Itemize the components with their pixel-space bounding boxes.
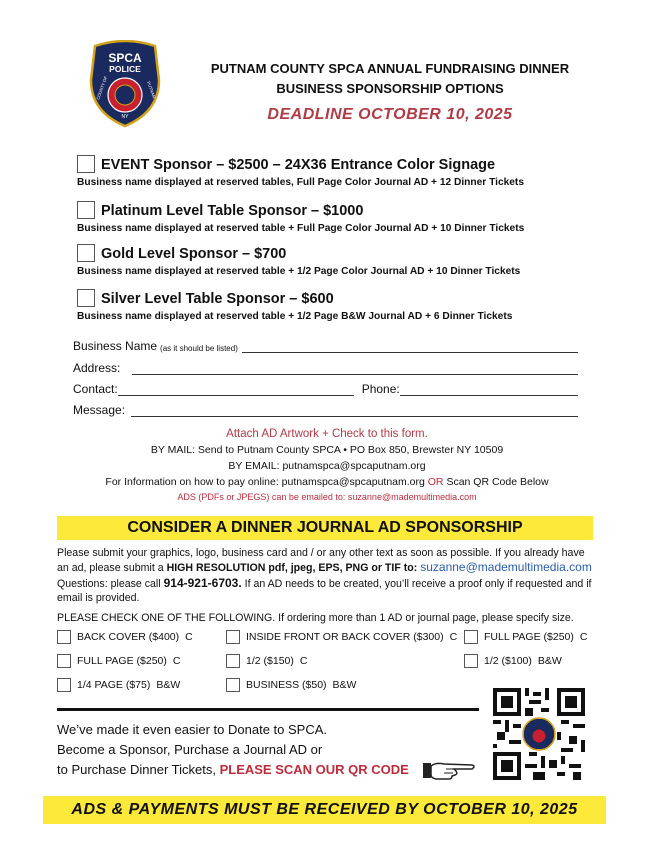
option-business[interactable] [226, 678, 356, 692]
journal-p2b: If an AD needs to be created, you’ll receive a proof only if requested and if email is provided. [57, 578, 592, 604]
option-checkbox[interactable] [57, 630, 71, 644]
option-full-page-2[interactable] [57, 654, 180, 668]
address-label: Address: [73, 361, 121, 375]
address-row [73, 361, 578, 375]
contact-field[interactable] [118, 383, 354, 396]
donate-line-1: We’ve made it even easier to Donate to SPCA. [57, 722, 328, 737]
donate-line-3 [57, 760, 409, 780]
contact-label: Contact: [73, 382, 118, 396]
deadline: DEADLINE OCTOBER 10, 2025 [267, 106, 513, 123]
journal-banner: CONSIDER A DINNER JOURNAL AD SPONSORSHIP [57, 516, 593, 540]
header-line-1: PUTNAM COUNTY SPCA ANNUAL FUNDRAISING DINNER [210, 61, 570, 76]
sponsor-title: Gold Level Sponsor – $700 [101, 246, 287, 262]
contact-row [73, 382, 578, 396]
option-label: BUSINESS ($50) [246, 679, 327, 691]
option-suffix: B&W [156, 679, 181, 691]
header-line-2: BUSINESS SPONSORSHIP OPTIONS [276, 81, 504, 96]
sponsor-title: Platinum Level Table Sponsor – $1000 [101, 203, 364, 219]
sponsor-event-checkbox[interactable] [77, 155, 95, 173]
option-half-150[interactable] [226, 654, 307, 668]
online-or: OR [427, 476, 444, 488]
option-suffix: C [172, 655, 181, 667]
business-name-row [73, 339, 578, 353]
option-checkbox[interactable] [57, 678, 71, 692]
business-name-label: Business Name [73, 339, 158, 353]
journal-check-line: PLEASE CHECK ONE OF THE FOLLOWING. If ordering more than 1 AD or journal page, please specify size. [57, 612, 574, 624]
journal-p2a: Questions: please call [57, 578, 161, 590]
qr-code[interactable] [493, 688, 585, 780]
option-full-page-1[interactable] [464, 630, 587, 644]
badge-side-left: COUNTY OF [95, 75, 109, 101]
attach-instruction: Attach AD Artwork + Check to this form. [226, 428, 428, 440]
sponsor-gold [77, 244, 520, 277]
sponsor-desc: Business name displayed at reserved table + 1/2 Page Color Journal AD + 10 Dinner Tickets [77, 266, 521, 277]
option-half-100[interactable] [464, 654, 562, 668]
footer-banner: ADS & PAYMENTS MUST BE RECEIVED BY OCTOBER 10, 2025 [43, 796, 606, 824]
option-label: FULL PAGE ($250) [77, 655, 167, 667]
divider [57, 708, 479, 711]
sponsor-desc: Business name displayed at reserved table + 1/2 Page B&W Journal AD + 6 Dinner Tickets [77, 311, 513, 322]
option-label: 1/4 PAGE ($75) [77, 679, 151, 691]
online-instruction [57, 476, 597, 488]
business-name-field[interactable] [242, 340, 578, 353]
mail-instruction: BY MAIL: Send to Putnam County SPCA • PO Box 850, Brewster NY 10509 [150, 444, 504, 456]
pointing-hand-icon [422, 758, 478, 782]
sponsor-desc: Business name displayed at reserved table + Full Page Color Journal AD + 10 Dinner Tickets [77, 223, 525, 234]
option-checkbox[interactable] [464, 654, 478, 668]
address-field[interactable] [132, 362, 578, 375]
journal-paragraph-2 [57, 576, 597, 605]
online-qr-text: Scan QR Code Below [446, 476, 549, 488]
option-inside-cover[interactable] [226, 630, 457, 644]
donate-line-2: Become a Sponsor, Purchase a Journal AD or [57, 742, 323, 757]
sponsor-platinum [77, 201, 524, 234]
badge-side-right: PUTNAM [146, 80, 157, 99]
journal-phone: 914-921-6703. [163, 576, 242, 590]
option-checkbox[interactable] [57, 654, 71, 668]
option-checkbox[interactable] [226, 630, 240, 644]
journal-email-link[interactable]: suzanne@mademultimedia.com [420, 560, 592, 574]
sponsor-silver-checkbox[interactable] [77, 289, 95, 307]
option-suffix: C [449, 631, 458, 643]
phone-field[interactable] [400, 383, 578, 396]
option-suffix: C [185, 631, 193, 643]
journal-p1-bold: HIGH RESOLUTION pdf, jpeg, EPS, PNG or TIF to: [166, 562, 418, 574]
scan-cta: PLEASE SCAN OUR QR CODE [219, 762, 409, 777]
option-label: INSIDE FRONT OR BACK COVER ($300) [246, 631, 444, 643]
phone-label: Phone: [361, 382, 400, 396]
sponsor-gold-checkbox[interactable] [77, 244, 95, 262]
option-suffix: B&W [537, 655, 562, 667]
badge-middle: POLICE [109, 64, 141, 74]
option-checkbox[interactable] [226, 678, 240, 692]
badge-top: SPCA [108, 51, 142, 65]
message-row [73, 403, 578, 417]
option-suffix: C [579, 631, 588, 643]
message-field[interactable] [131, 404, 578, 417]
option-quarter[interactable] [57, 678, 180, 692]
sponsor-platinum-checkbox[interactable] [77, 201, 95, 219]
donate-line-3-text: to Purchase Dinner Tickets, [57, 762, 216, 777]
option-label: 1/2 ($100) [484, 655, 532, 667]
business-name-hint: (as it should be listed) [160, 344, 238, 353]
option-checkbox[interactable] [226, 654, 240, 668]
message-label: Message: [73, 403, 126, 417]
sponsor-title: EVENT Sponsor – $2500 – 24X36 Entrance Color Signage [101, 157, 496, 173]
option-suffix: B&W [332, 679, 357, 691]
option-label: BACK COVER ($400) [77, 631, 180, 643]
sponsor-event [77, 155, 524, 188]
option-checkbox[interactable] [464, 630, 478, 644]
online-text: For Information on how to pay online: putnamspca@spcaputnam.org [105, 476, 425, 488]
option-suffix: C [299, 655, 308, 667]
journal-p1: Please submit your graphics, logo, business card and / or any other text as soon as possible. If you already have an ad, please submit a [57, 547, 585, 574]
sponsor-silver [77, 289, 512, 322]
spca-police-badge [87, 40, 163, 128]
option-label: 1/2 ($150) [246, 655, 294, 667]
option-label: FULL PAGE ($250) [484, 631, 574, 643]
sponsor-desc: Business name displayed at reserved tables, Full Page Color Journal AD + 12 Dinner Tickets [77, 177, 524, 188]
sponsor-title: Silver Level Table Sponsor – $600 [101, 291, 334, 307]
badge-bottom: NY [121, 114, 129, 120]
email-instruction: BY EMAIL: putnamspca@spcaputnam.org [228, 460, 426, 472]
journal-paragraph-1 [57, 546, 597, 575]
ads-email-instruction: ADS (PDFs or JPEGS) can be emailed to: suzanne@mademultimedia.com [177, 492, 477, 502]
option-back-cover[interactable] [57, 630, 193, 644]
